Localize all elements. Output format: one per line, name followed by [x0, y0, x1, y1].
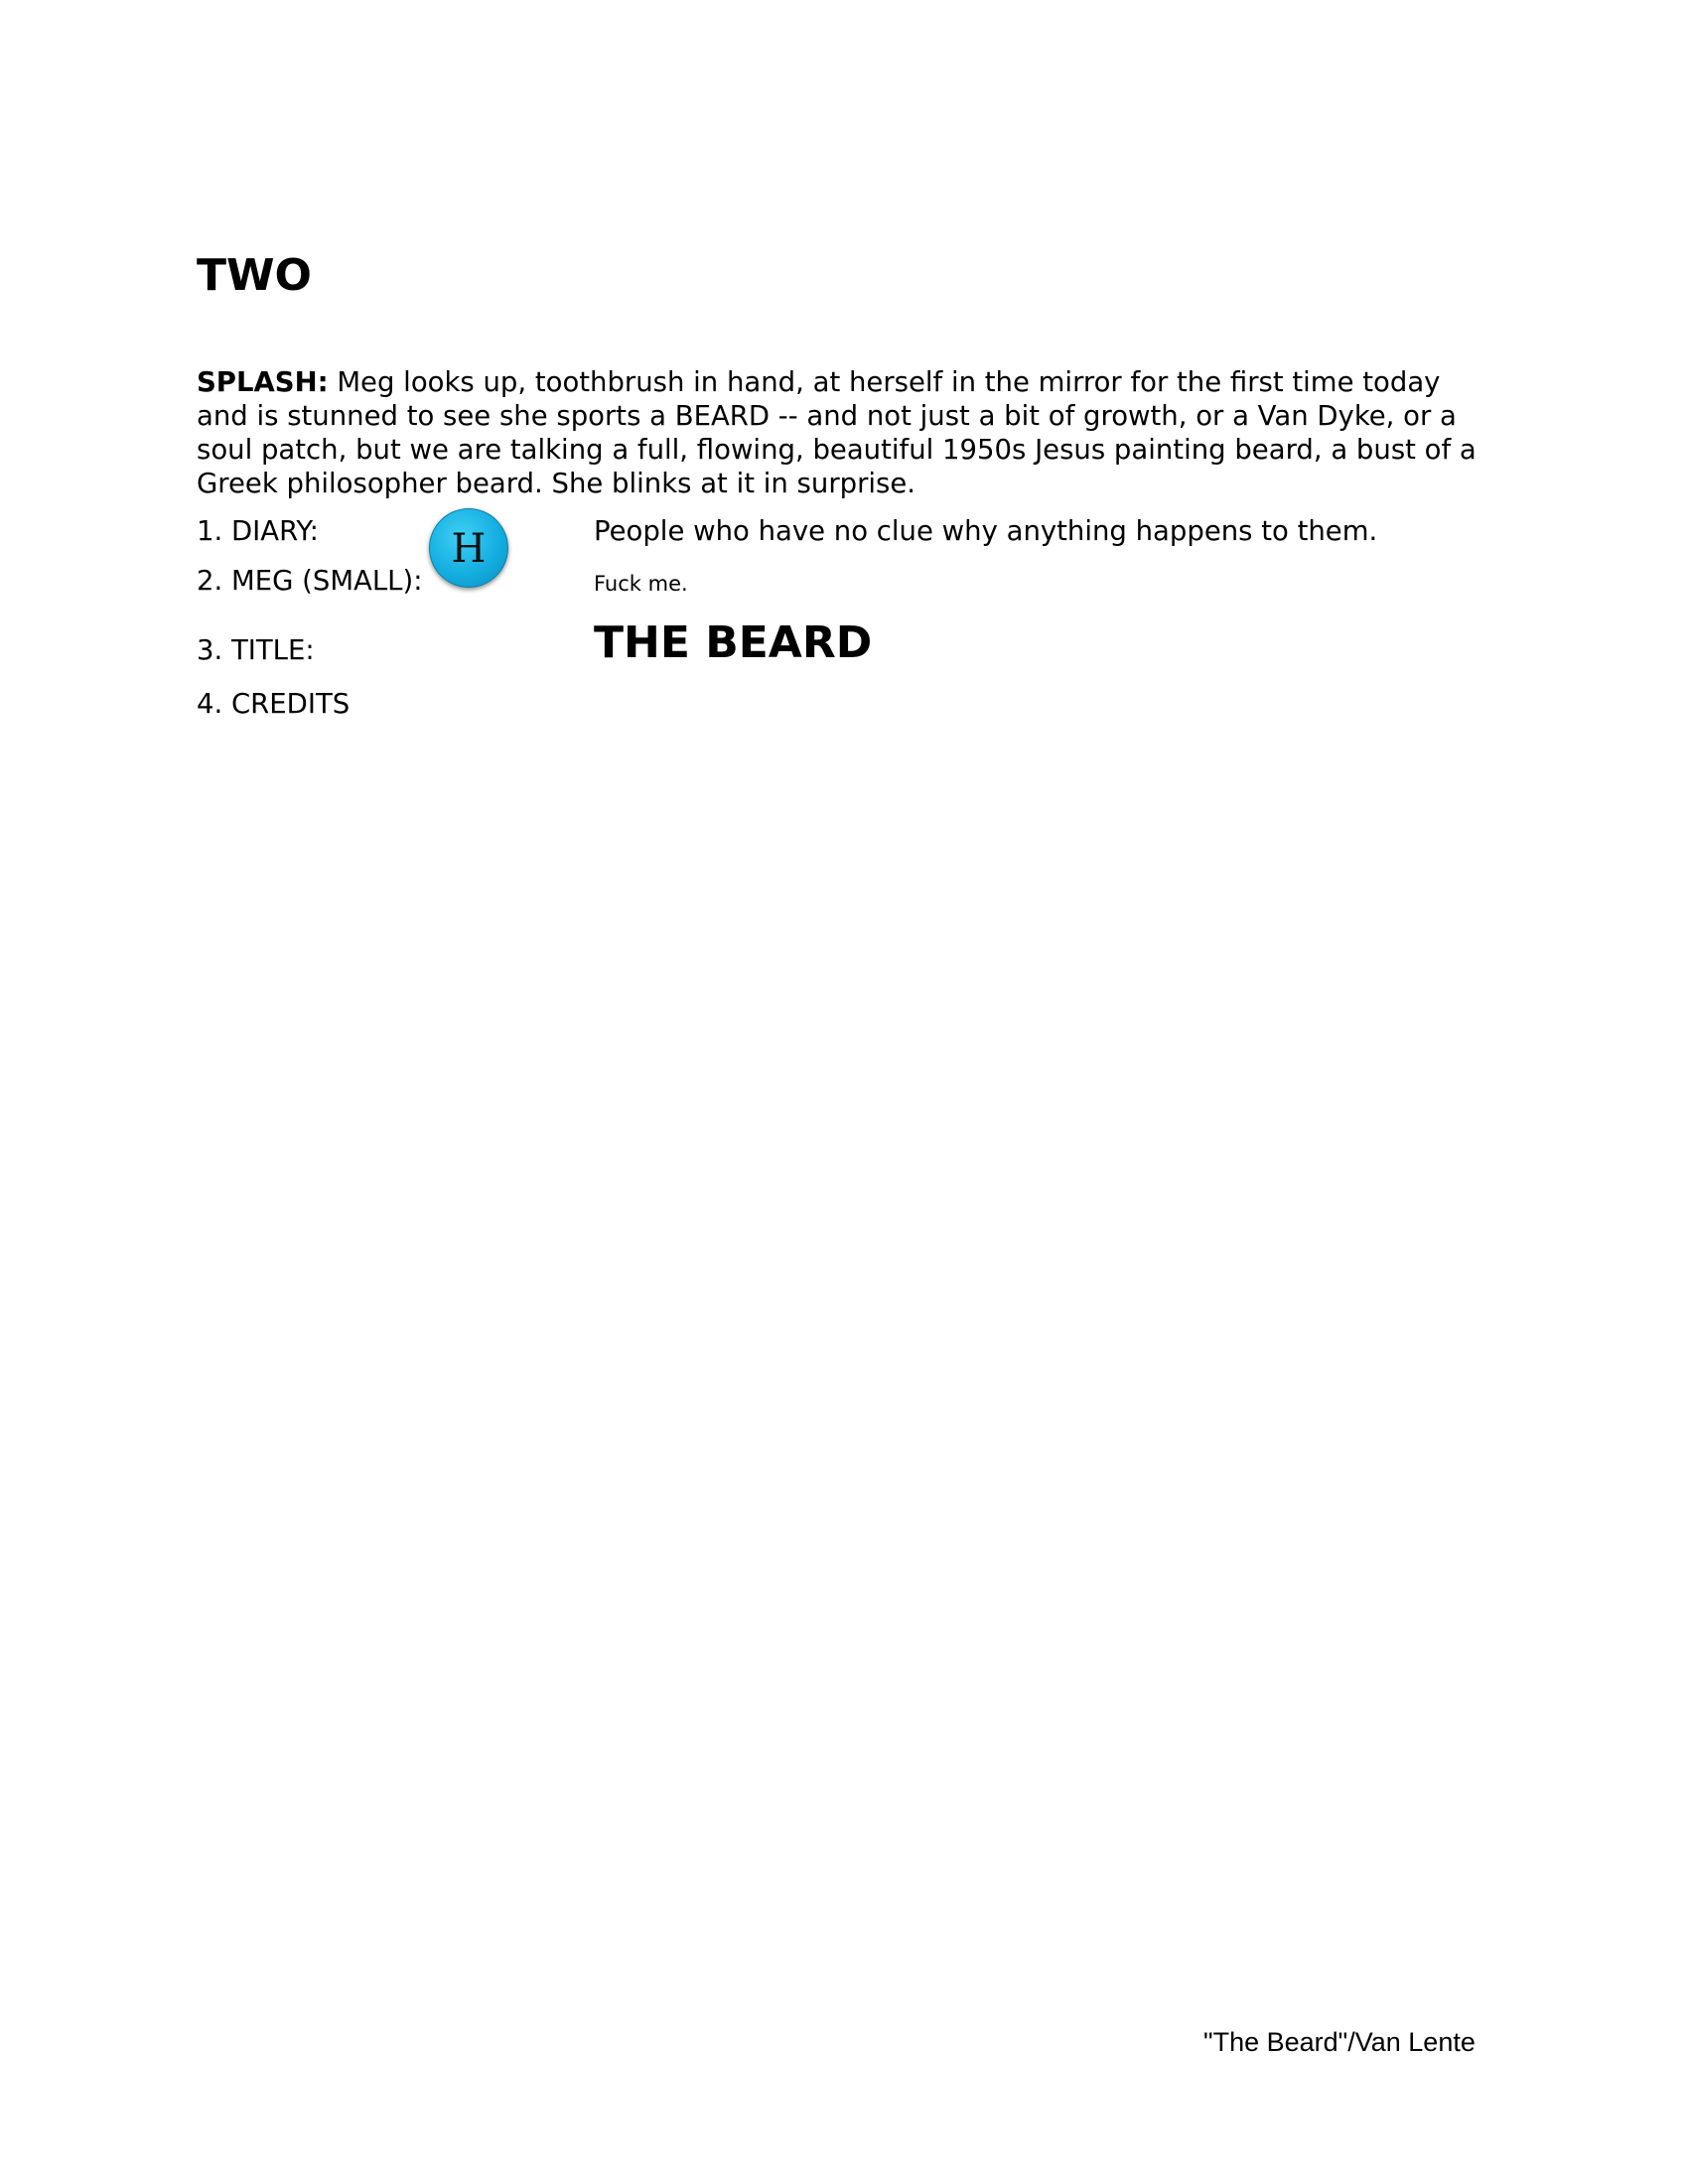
line-label-credits: 4. CREDITS	[197, 688, 351, 720]
line-label-meg: 2. MEG (SMALL):	[197, 565, 423, 597]
hypothesis-icon[interactable]	[429, 508, 508, 588]
line-text-meg: Fuck me.	[594, 572, 688, 596]
page-footer: "The Beard"/Van Lente	[1203, 2027, 1476, 2057]
panel-tag: SPLASH:	[197, 366, 329, 398]
line-text-title: THE BEARD	[594, 617, 873, 668]
line-text-diary: People who have no clue why anything happens to them.	[594, 515, 1378, 547]
panel-description	[197, 365, 1487, 500]
panel-description-text: Meg looks up, toothbrush in hand, at herself in the mirror for the first time today and is stunned to see she sports a BEARD -- and not just a bit of growth, or a Van Dyke, or a soul patch, but we are talking a full, flowing, beautiful 1950s Jesus painting beard, a bust of a Greek philosopher beard. She blinks at it in surprise.	[197, 366, 1477, 499]
hypothesis-letter: H	[451, 526, 487, 572]
page-heading: TWO	[197, 250, 312, 301]
line-label-title: 3. TITLE:	[197, 634, 315, 666]
line-label-diary: 1. DIARY:	[197, 515, 319, 547]
